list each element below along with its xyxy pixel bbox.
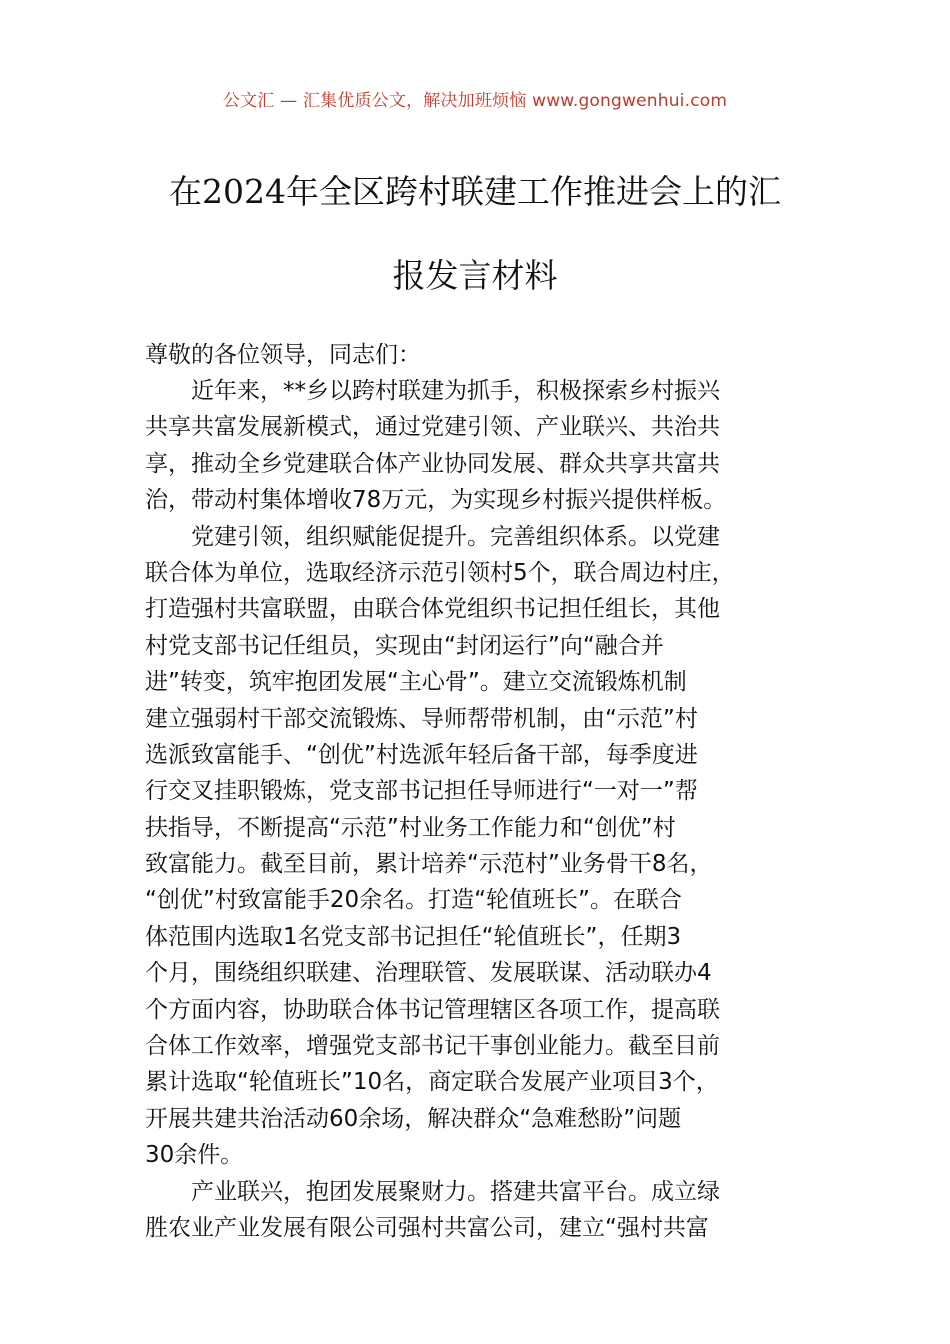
text-line: 选派致富能手、“创优”村选派年轻后备干部，每季度进	[145, 741, 698, 768]
text-line: 联合体为单位，选取经济示范引领村5个，联合周边村庄，	[145, 559, 735, 586]
header-watermark[interactable]: 公文汇 — 汇集优质公文，解决加班烦恼 www.gongwenhui.com	[222, 91, 728, 111]
text-line: 致富能力。截至目前，累计培养“示范村”业务骨干8名，	[145, 851, 713, 878]
text-line: 建立强弱村干部交流锻炼、导师帮带机制，由“示范”村	[145, 705, 698, 732]
text-line: 体范围内选取1名党支部书记担任“轮值班长”，任期3	[145, 923, 682, 950]
text-line: 共享共富发展新模式，通过党建引领、产业联兴、共治共	[145, 414, 720, 441]
text-line: 村党支部书记任组员，实现由“封闭运行”向“融合并	[145, 632, 664, 659]
paragraph-3-start: 产业联兴，抱团发展聚财力。搭建共富平台。成立绿	[191, 1178, 720, 1205]
text-line: 治，带动村集体增收78万元，为实现乡村振兴提供样板。	[145, 487, 727, 514]
document-title	[120, 150, 830, 318]
text-line: “创优”村致富能手20余名。打造“轮值班长”。在联合	[145, 887, 682, 914]
text-line: 行交叉挂职锻炼，党支部书记担任导师进行“一对一”帮	[145, 778, 698, 805]
text-line: 享，推动全乡党建联合体产业协同发展、群众共享共富共	[145, 450, 720, 477]
text-line: 胜农业产业发展有限公司强村共富公司，建立“强村共富	[145, 1214, 709, 1241]
text-line: 累计选取“轮值班长”10名，商定联合发展产业项目3个，	[145, 1069, 719, 1096]
text-line: 打造强村共富联盟，由联合体党组织书记担任组长，其他	[145, 596, 720, 623]
text-line: 开展共建共治活动60余场，解决群众“急难愁盼”问题	[145, 1105, 682, 1132]
text-line: 个月，围绕组织联建、治理联管、发展联谋、活动联办4	[145, 960, 712, 987]
text-line: 进”转变，筑牢抱团发展“主心骨”。建立交流锻炼机制	[145, 669, 687, 696]
document-body	[145, 373, 805, 1246]
text-line: 30余件。	[145, 1142, 244, 1169]
title-line-1: 在2024年全区跨村联建工作推进会上的汇	[169, 172, 781, 211]
text-line: 合体工作效率，增强党支部书记干事创业能力。截至目前	[145, 1033, 720, 1060]
text-line: 扶指导，不断提高“示范”村业务工作能力和“创优”村	[145, 814, 676, 841]
text-line: 个方面内容，协助联合体书记管理辖区各项工作，提高联	[145, 996, 720, 1023]
paragraph-2-start: 党建引领，组织赋能促提升。完善组织体系。以党建	[191, 523, 720, 550]
title-line-2: 报发言材料	[392, 256, 558, 295]
paragraph-1-start: 近年来，**乡以跨村联建为抓手，积极探索乡村振兴	[191, 378, 720, 404]
salutation: 尊敬的各位领导，同志们：	[145, 342, 421, 368]
